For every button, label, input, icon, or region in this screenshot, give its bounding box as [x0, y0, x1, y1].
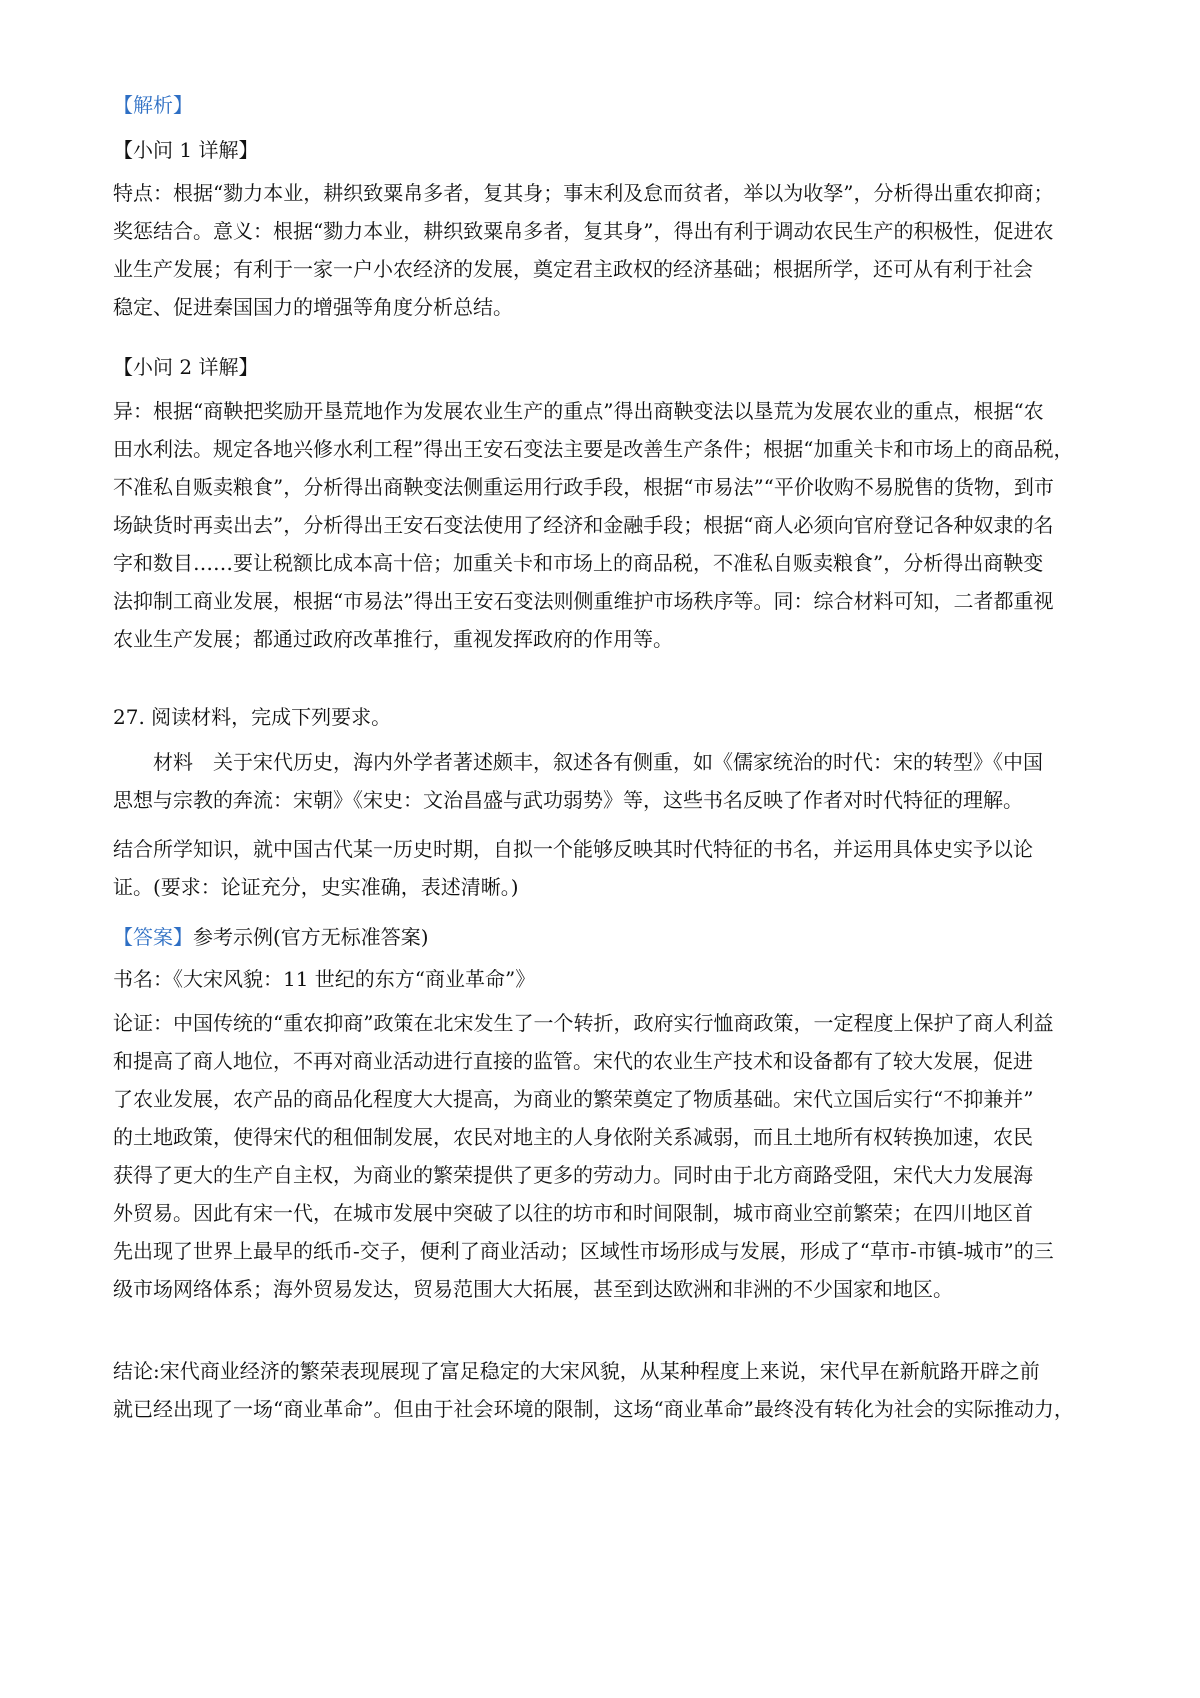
q2-line: 场缺货时再卖出去”，分析得出王安石变法使用了经济和金融手段；根据“商人必须向官府登记各种奴隶的名 [113, 513, 1054, 537]
argument-line: 了农业发展，农产品的商品化程度大大提高，为商业的繁荣奠定了物质基础。宋代立国后实行“不抑兼并” [113, 1087, 1034, 1111]
argument-line: 和提高了商人地位，不再对商业活动进行直接的监管。宋代的农业生产技术和设备都有了较大发展，促进 [113, 1049, 1033, 1073]
q2-line: 不准私自贩卖粮食”，分析得出商鞅变法侧重运用行政手段，根据“市易法”“平价收购不易脱售的货物，到市 [113, 475, 1054, 499]
q1-line: 业生产发展；有利于一家一户小农经济的发展，奠定君主政权的经济基础；根据所学，还可从有利于社会 [113, 257, 1033, 281]
requirement-line: 证。(要求：论证充分，史实准确，表述清晰。) [113, 875, 519, 899]
question-27-requirement [113, 830, 1098, 906]
answer-text: 参考示例(官方无标准答案) [193, 925, 429, 949]
analysis-tag: 【解析】 [113, 93, 193, 117]
answer-tag: 【答案】 [113, 925, 193, 949]
answer-header [113, 918, 1098, 956]
q2-heading: 【小问 2 详解】 [113, 355, 259, 379]
q2-line: 异：根据“商鞅把奖励开垦荒地作为发展农业生产的重点”得出商鞅变法以垦荒为发展农业的重点，根据“农 [113, 399, 1044, 423]
q2-line: 字和数目……要让税额比成本高十倍；加重关卡和市场上的商品税，不准私自贩卖粮食”，分析得出商鞅变 [113, 551, 1044, 575]
material-line: 思想与宗教的奔流：宋朝》《宋史：文治昌盛与武功弱势》等，这些书名反映了作者对时代特征的理解。 [113, 788, 1023, 812]
q1-explanation [113, 174, 1098, 326]
argument-line: 级市场网络体系；海外贸易发达，贸易范围大大拓展，甚至到达欧洲和非洲的不少国家和地区。 [113, 1277, 953, 1301]
q1-heading: 【小问 1 详解】 [113, 138, 259, 162]
answer-argument [113, 1004, 1098, 1308]
book-title: 书名：《大宋风貌：11 世纪的东方“商业革命”》 [113, 967, 536, 991]
q2-line: 田水利法。规定各地兴修水利工程”得出王安石变法主要是改善生产条件；根据“加重关卡和市场上的商品税， [113, 437, 1074, 461]
q2-explanation [113, 392, 1098, 658]
conclusion-line: 结论:宋代商业经济的繁荣表现展现了富足稳定的大宋风貌，从某种程度上来说，宋代早在新航路开辟之前 [113, 1359, 1040, 1383]
answer-conclusion [113, 1352, 1098, 1428]
q2-line: 法抑制工商业发展，根据“市易法”得出王安石变法则侧重维护市场秩序等。同：综合材料可知，二者都重视 [113, 589, 1054, 613]
question-27-title: 27. 阅读材料，完成下列要求。 [113, 705, 392, 729]
q1-line: 特点：根据“勠力本业，耕织致粟帛多者，复其身；事末利及怠而贫者，举以为收孥”，分析得出重农抑商； [113, 181, 1054, 205]
requirement-line: 结合所学知识，就中国古代某一历史时期，自拟一个能够反映其时代特征的书名，并运用具体史实予以论 [113, 837, 1033, 861]
q1-line: 稳定、促进秦国国力的增强等角度分析总结。 [113, 295, 513, 319]
argument-line: 外贸易。因此有宋一代，在城市发展中突破了以往的坊市和时间限制，城市商业空前繁荣；在四川地区首 [113, 1201, 1033, 1225]
q2-line: 农业生产发展；都通过政府改革推行，重视发挥政府的作用等。 [113, 627, 673, 651]
conclusion-line: 就已经出现了一场“商业革命”。但由于社会环境的限制，这场“商业革命”最终没有转化为社会的实际推动力， [113, 1397, 1074, 1421]
q1-line: 奖惩结合。意义：根据“勠力本业，耕织致粟帛多者，复其身”，得出有利于调动农民生产的积极性，促进农 [113, 219, 1054, 243]
argument-line: 获得了更大的生产自主权，为商业的繁荣提供了更多的劳动力。同时由于北方商路受阻，宋代大力发展海 [113, 1163, 1033, 1187]
material-line: 材料 关于宋代历史，海内外学者著述颇丰，叙述各有侧重，如《儒家统治的时代：宋的转型》《中国 [153, 750, 1043, 774]
argument-line: 先出现了世界上最早的纸币-交子，便利了商业活动；区域性市场形成与发展，形成了“草市-市镇-城市”的三 [113, 1239, 1054, 1263]
question-27-material [113, 743, 1098, 819]
argument-line: 论证：中国传统的“重农抑商”政策在北宋发生了一个转折，政府实行恤商政策，一定程度上保护了商人利益 [113, 1011, 1054, 1035]
argument-line: 的土地政策，使得宋代的租佃制发展，农民对地主的人身依附关系减弱，而且土地所有权转换加速，农民 [113, 1125, 1033, 1149]
